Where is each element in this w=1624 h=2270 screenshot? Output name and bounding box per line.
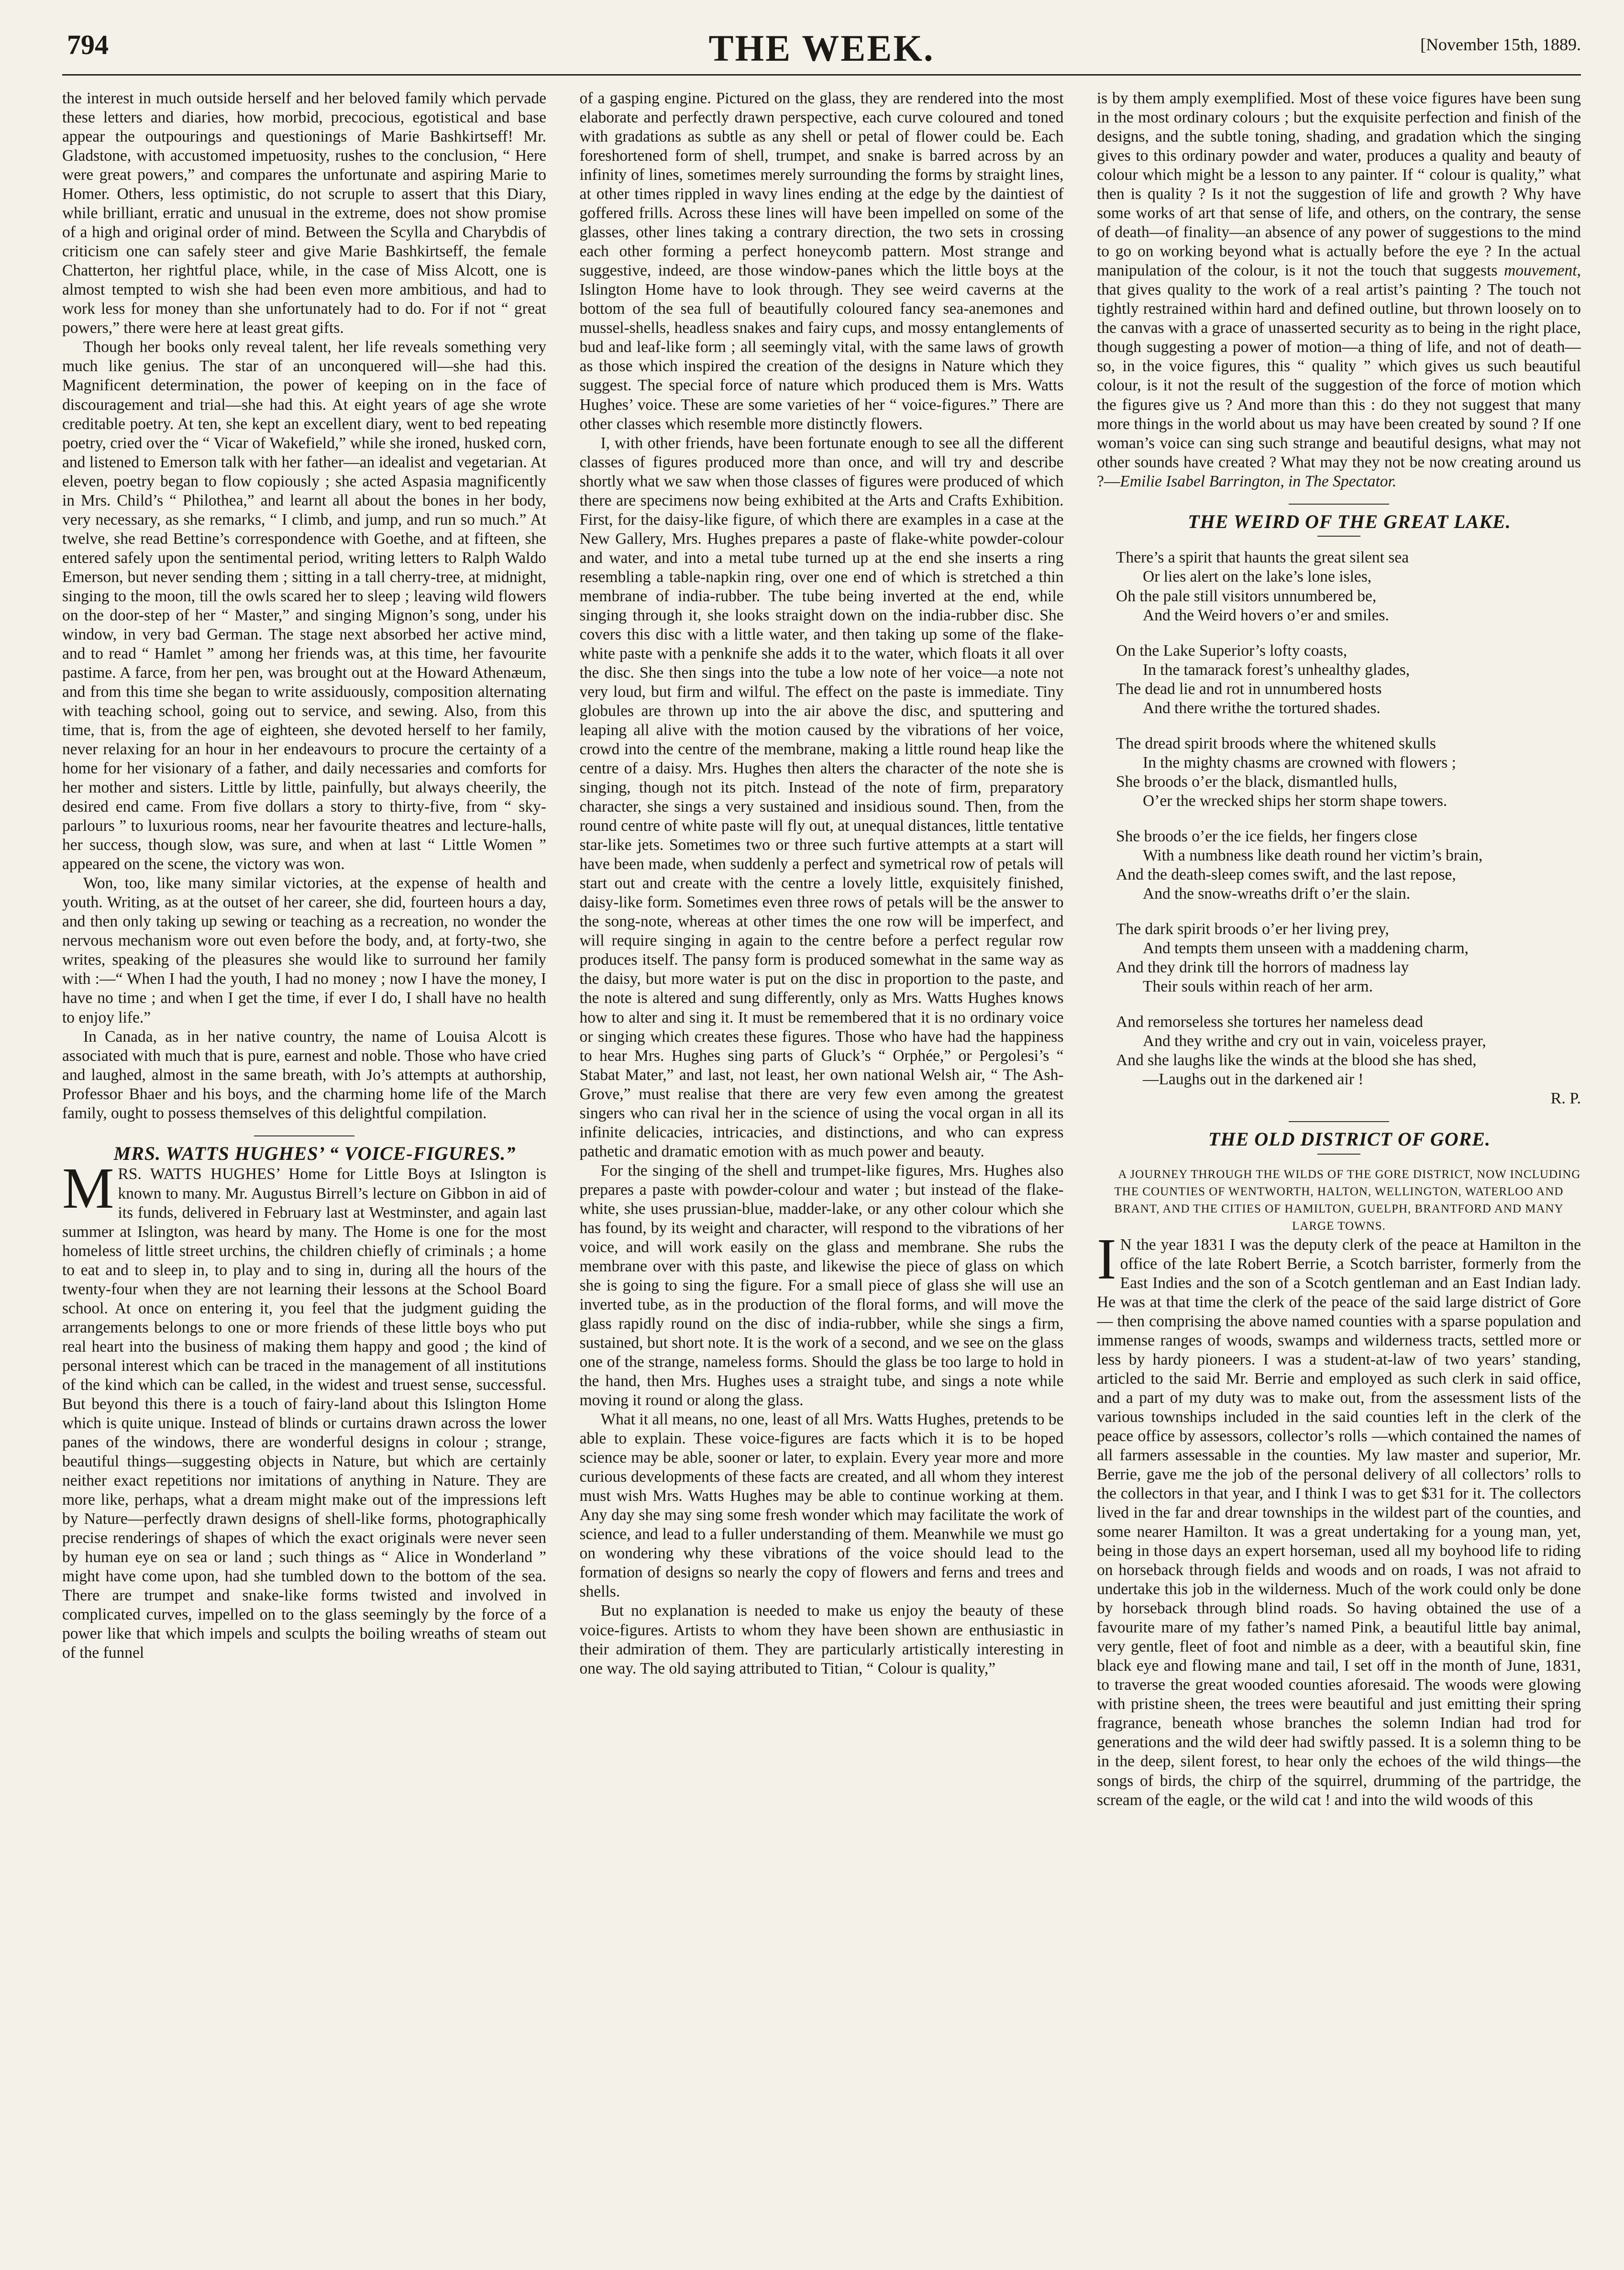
- poem-line: And the Weird hovers o’er and smiles.: [1143, 606, 1389, 624]
- column-1: [62, 89, 546, 2270]
- poem-line: In the tamarack forest’s unhealthy glades,: [1143, 661, 1410, 679]
- closing-text-a: is by them amply exemplified. Most of these voice figures have been sung in the most ordinary colours ; but the exquisite perfection and finish of the designs, and the subtle toning, shading, and gradation which the singing gives to this ordinary powder and water, produces a quality and beauty of colour which might be a lesson to any painter. If “ colour is quality,” what then is quality ? Is it not the suggestion of life and growth ? Why have some works of art that sense of life, and others, on the contrary, the sense of death—of finality—an absence of any power of suggestions to the mind to go on working beyond what is actually before the eye ? In the actual manipulation of the colour, is it not the touch that suggests: [1097, 89, 1581, 280]
- poem-line: And they drink till the horrors of madness lay: [1116, 959, 1409, 977]
- article-title-voice-figures: MRS. WATTS HUGHES’ “ VOICE-FIGURES.”: [113, 1142, 516, 1164]
- section-divider: [254, 1135, 354, 1136]
- poem-line: And she laughs like the winds at the blood she has shed,: [1116, 1051, 1477, 1069]
- alcott-paragraph: the interest in much outside herself and her beloved family which pervade these letters and diaries, how morbid, precocious, egotistical and base appear the outpourings and questionings of Marie Bashkirtseff! Mr. Gladstone, with accustomed impetuosity, rushes to the conclusion, “ Here were great powers,” and compares the unfortunate and aspiring Marie to Homer. Others, less optimistic, do not scruple to assert that this Diary, while brilliant, erratic and unusual in the extreme, does not show promise of a high and original order of mind. Between the Scylla and Charybdis of criticism one can safely steer and give Marie Bashkirtseff, the female Chatterton, her rightful place, while, in the case of Miss Alcott, one is almost tempted to wish she had been even more ambitious, and had to work less for money than she unfortunately had to do. For if not “ great powers,” there were here at least great gifts.: [62, 89, 546, 337]
- poem-line: Oh the pale still visitors unnumbered be,: [1116, 587, 1377, 605]
- alcott-paragraph: In Canada, as in her native country, the name of Louisa Alcott is associated with much that is pure, earnest and noble. Those who have cried and laughed, almost in the same breath, with Jo’s attempts at authorship, Professor Bhaer and his boys, and the charming home life of the March family, ought to possess themselves of this delightful compilation.: [62, 1027, 546, 1122]
- poem-line: O’er the wrecked ships her storm shape towers.: [1143, 792, 1447, 810]
- alcott-paragraph: Won, too, like many similar victories, at the expense of health and youth. Writing, as at the outset of her career, she did, fourteen hours a day, and then only taking up sewing or teaching as a recreation, no wonder the nervous mechanism wore out even before the body, and, at forty-two, she writes, speaking of the pleasures she would like to surround her family with :—“ When I had the youth, I had no money ; now I have the money, I have no time ; and when I get the time, if ever I do, I shall have no health to enjoy life.”: [62, 874, 546, 1026]
- poem-stanza: [1116, 827, 1581, 904]
- voice-figures-paragraph: What it all means, no one, least of all Mrs. Watts Hughes, pretends to be able to explain. These voice-figures are facts which it is to be hoped science may be able, sooner or later, to explain. Every year more and more curious developments of these facts are created, and all whom they interest must wish Mrs. Watts Hughes may be able to continue working at them. Any day she may sing some fresh wonder which may facilitate the work of science, and lead to a fuller understanding of them. Meanwhile we must go on wondering why these vibrations of the voice should lead to the formation of designs so nearly the copy of flowers and ferns and trees and shells.: [579, 1410, 1064, 1601]
- issue-date: [November 15th, 1889.: [1420, 35, 1581, 54]
- poem-line: With a numbness like death round her victim’s brain,: [1143, 846, 1483, 864]
- poem-stanza: [1116, 1013, 1581, 1089]
- poem-stanza: [1116, 641, 1581, 718]
- voice-figures-paragraph: of a gasping engine. Pictured on the glass, they are rendered into the most elaborate and perfectly drawn perspective, each curve coloured and toned with gradations as subtle as any shell or petal of flower could be. Each foreshortened form of shell, trumpet, and snake is barred across by an infinity of lines, sometimes merely surrounding the forms by straight lines, at other times rippled in wavy lines ending at the edge by the daintiest of goffered frills. Across these lines will have been impelled on some of the glasses, other lines taking a contrary direction, the two sets in crossing each other forming a perfect honeycomb pattern. Most strange and suggestive, indeed, are those window-panes which the little boys at the Islington Home have to look through. They see weird caverns at the bottom of the sea full of beautifully coloured fancy sea-anemones and mussel-shells, headless snakes and fairy cups, and mossy entanglements of bud and leaf-like form ; all seemingly vital, with the same laws of growth as those which inspired the creation of the designs in Nature which they suggest. The special force of nature which produced them is Mrs. Watts Hughes’ voice. These are some varieties of her “ voice-figures.” There are other classes which resemble more distinctly flowers.: [579, 89, 1064, 433]
- title-rule: [1317, 536, 1360, 537]
- poem-line: She broods o’er the ice fields, her fingers close: [1116, 827, 1417, 845]
- gore-text: N the year 1831 I was the deputy clerk of the peace at Hamilton in the office of the late Robert Berrie, a Scotch barrister, formerly from the East Indies and the son of a Scotch gentleman and an East Indian lady. He was at that time the clerk of the peace of the said large district of Gore — then comprising the above named counties with a sparse population and immense ranges of woods, swamps and wilderness tracts, settled more or less by hardy pioneers. I was a student-at-law of two years’ standing, articled to the said Mr. Berrie and employed as such clerk in said office, and a part of my duty was to make out, from the assessment lists of the various townships included in the said counties left in the clerk of the peace office by assessors, collector’s rolls —which contained the names of all farmers assessable in the counties. My law master and superior, Mr. Berrie, gave me the job of the personal delivery of all collectors’ rolls to the collectors in that year, and I think I was to get $31 for it. The collectors lived in the far and drear townships in the wildest part of the counties, and some nearer Hamilton. It was a great undertaking for a young man, yet, being in those days an expert horseman, used all my boyhood life to riding on horseback through fields and woods and on roads, I was not afraid to undertake this job in the wilderness. Much of the work could only be done by horseback through blind roads. So having obtained the use of a favourite mare of my father’s named Pink, a beautiful little bay animal, very gentle, fleet of foot and nimble as a deer, with a beautiful skin, fine black eye and flowing mane and tail, I set off in the month of June, 1831, to traverse the great wooded counties aforesaid. The woods were glowing with pristine sheen, the trees were beautiful and just emitting their spring fragrance, beneath whose branches the solemn Indian had trod for generations and the wild deer had swiftly passed. It is a solemn thing to be in the deep, silent forest, to hear only the echoes of the wild things—the songs of birds, the chirp of the squirrel, drumming of the partridge, the scream of the eagle, or the wild cat ! and into the wild woods of this: [1097, 1235, 1581, 1809]
- article-title-gore: THE OLD DISTRICT OF GORE.: [1208, 1128, 1491, 1150]
- drop-cap: I: [1097, 1226, 1116, 1291]
- voice-figures-opening: [62, 1156, 546, 1663]
- poem: [1116, 548, 1581, 1089]
- poem-line: And remorseless she tortures her nameless dead: [1116, 1013, 1423, 1031]
- voice-figures-paragraph: For the singing of the shell and trumpet-like figures, Mrs. Hughes also prepares a paste with powder-colour and water ; but instead of the flake-white, she uses prussian-blue, madder-lake, or any other colour which she has found, by its weight and character, will respond to the vibrations of her voice, and will work easily on the glass and membrane. She rubs the membrane over with this paste, and likewise the piece of glass on which she is going to sing the figure. For a small piece of glass she will use an inverted tube, as in the production of the floral forms, and will move the glass rapidly round on the disc of india-rubber, while she sings a firm, sustained, but short note. It is the work of a second, and we see on the glass one of the strange, nameless forms. Should the glass be too large to hold in the hand, then Mrs. Hughes uses a straight tube, and sings a note while moving it round or along the glass.: [579, 1161, 1064, 1410]
- gore-opening: [1097, 1226, 1581, 1810]
- poem-line: Or lies alert on the lake’s lone isles,: [1143, 568, 1372, 586]
- poem-signature: R. P.: [1550, 1090, 1581, 1108]
- poem-stanza: [1116, 734, 1581, 811]
- voice-figures-closing: [1097, 89, 1581, 491]
- poem-line: There’s a spirit that haunts the great silent sea: [1116, 549, 1409, 567]
- closing-emphasis: mouvement: [1504, 262, 1577, 280]
- column-2: [580, 89, 1064, 2270]
- poem-title: THE WEIRD OF THE GREAT LAKE.: [1188, 510, 1511, 532]
- poem-line: And there writhe the tortured shades.: [1143, 699, 1381, 717]
- voice-figures-text: RS. WATTS HUGHES’ Home for Little Boys at Islington is known to many. Mr. Augustus Birrell’s lecture on Gibbon in aid of its funds, delivered in February last at Westminster, and again last summer at Islington, was heard by many. The Home is one for the most homeless of little street urchins, the children chiefly of criminals ; a home to eat and to sleep in, to play and to sing in, during all the hours of the twenty-four when they are not learning their lessons at the School Board school. At once on entering it, you feel that the judgment guiding the arrangements belongs to one or more friends of these little boys who put real heart into the business of making them happy and good ; the kind of personal interest which can be traced in the management of all institutions of the kind which can be called, in the widest and truest sense, successful. But beyond this there is a touch of fairy-land about this Islington Home which is quite unique. Instead of blinds or curtains drawn across the lower panes of the windows, there are wonderful designs in colour ; strange, beautiful things—suggesting objects in Nature, but which are certainly neither exact repetitions nor imitations of anything in Nature. They are more like, perhaps, what a dream might make out of the impressions left by Nature—perfectly drawn designs of shell-like forms, photographically precise renderings of shapes of which the exact originals were never seen by human eye on sea or land ; such things as “ Alice in Wonderland ” might have come upon, had she tumbled down to the bottom of the sea. There are trumpet and snake-like forms twisted and involved in complicated curves, impelled on to the glass seemingly by the force of a power like that which impels and sculpts the boiling wreaths of steam out of the funnel: [62, 1165, 546, 1662]
- poem-line: The dead lie and rot in unnumbered hosts: [1116, 680, 1382, 698]
- page-number: 794: [67, 29, 109, 60]
- poem-line: —Laughs out in the darkened air !: [1143, 1070, 1364, 1089]
- title-rule: [1317, 1154, 1360, 1155]
- poem-line: And they writhe and cry out in vain, voiceless prayer,: [1143, 1032, 1486, 1050]
- poem-line: And the snow-wreaths drift o’er the slain.: [1143, 884, 1411, 903]
- section-divider: [1289, 504, 1389, 505]
- masthead: THE WEEK.: [708, 27, 935, 69]
- poem-line: The dread spirit broods where the whitened skulls: [1116, 734, 1436, 752]
- drop-cap: M: [62, 1156, 114, 1221]
- poem-line: On the Lake Superior’s lofty coasts,: [1116, 641, 1348, 660]
- poem-line: In the mighty chasms are crowned with flowers ;: [1143, 753, 1456, 771]
- poem-stanza: [1116, 548, 1581, 625]
- poem-line: She broods o’er the black, dismantled hulls,: [1116, 772, 1398, 791]
- page-header: [62, 29, 1581, 76]
- section-divider: [1289, 1121, 1389, 1122]
- poem-line: And tempts them unseen with a maddening charm,: [1143, 939, 1469, 957]
- voice-figures-paragraph: But no explanation is needed to make us enjoy the beauty of these voice-figures. Artists to whom they have been shown are enthusiastic in their admiration of them. They are particularly artistically interesting in one way. The old saying attributed to Titian, “ Colour is quality,”: [579, 1602, 1064, 1677]
- closing-text-b: , that gives quality to the work of a real artist’s painting ? The touch not tightly restrained within hard and defined outline, but thrown loosely on to the canvas with a grace of unasserted security as to being in the right place, though suggesting a power of motion—a thing of life, and not of death—so, in the voice figures, this “ quality ” which gives us such beautiful colour, is it not the result of the suggestion of the force of motion which the figures give us ? And more than this : do they not suggest that many more things in the world about us may have been created by sound ? If one woman’s voice can sing such strange and beautiful designs, what may not other sounds have created ? What may they not be now creating around us ?—: [1097, 262, 1581, 490]
- article-attribution: Emilie Isabel Barrington, in The Spectator.: [1120, 472, 1397, 490]
- columns: [62, 89, 1581, 2270]
- poem-stanza: [1116, 920, 1581, 996]
- poem-line: The dark spirit broods o’er her living prey,: [1116, 920, 1389, 938]
- gore-subtitle: A JOURNEY THROUGH THE WILDS OF THE GORE DISTRICT, NOW INCLUDING THE COUNTIES OF WENTWORTH, HALTON, WELLINGTON, WATERLOO AND BRANT, AND THE CITIES OF HAMILTON, GUELPH, BRANTFORD AND MANY LARGE TOWNS.: [1114, 1168, 1581, 1233]
- alcott-paragraph: Though her books only reveal talent, her life reveals something very much like genius. The star of an unconquered will—she had this. Magnificent determination, the power of keeping on in the face of discouragement and trial—she had this. At eight years of age she wrote creditable poetry. At ten, she kept an excellent diary, went to bed repeating poetry, cried over the “ Vicar of Wakefield,” while she ironed, husked corn, and listened to Emerson talk with her father—an idealist and vegetarian. At eleven, poetry began to flow copiously ; she acted Aspasia magnificently in Mrs. Child’s “ Philothea,” and learnt all about the bones in her body, very necessary, as she remarks, “ I climb, and jump, and run so much.” At twelve, she read Bettine’s correspondence with Goethe, and at fifteen, she entered safely upon the sentimental period, writing letters to Ralph Waldo Emerson, but never sending them ; sitting in a tall cherry-tree, at midnight, singing to the moon, till the owls scared her to sleep ; leaving wild flowers on the door-step of her “ Master,” and singing Mignon’s song, under his window, in very bad German. The stage next absorbed her active mind, and to read “ Hamlet ” among her friends was, at this time, her favourite pastime. A farce, from her pen, was brought out at the Howard Athenæum, and from this time she began to write assiduously, composition alternating with teaching school, going out to service, and sewing. Also, from this time, that is, from the age of eighteen, she devoted herself to her family, never relaxing for an hour in her endeavours to procure the certainty of a home for her visionary of a father, and daily necessaries and comforts for her mother and sisters. Little by little, painfully, but always cheerily, the desired end came. From five dollars a story to thirty-five, from “ sky-parlours ” to luxurious rooms, near her favourite theatres and lecture-halls, her success, though slow, was sure, and when at last “ Little Women ” appeared on the scene, the victory was won.: [62, 338, 546, 873]
- column-3: [1097, 89, 1581, 2270]
- poem-line: Their souls within reach of her arm.: [1143, 978, 1373, 996]
- voice-figures-paragraph: I, with other friends, have been fortunate enough to see all the different classes of figures produced more than once, and will try and describe shortly what we saw when those classes of figures were produced of which there are specimens now being exhibited at the Arts and Crafts Exhibition. First, for the daisy-like figure, of which there are examples in a case at the New Gallery, Mrs. Hughes prepares a paste of flake-white powder-colour and water, and into a metal tube turned up at the end she inserts a ring resembling a table-napkin ring, over one end of which is stretched a thin membrane of india-rubber. The tube being inverted at the end, while singing through it, she looks straight down on the india-rubber disc. She covers this disc with a little water, and then taking up some of the flake-white paste with a penknife she adds it to the water, which floats it all over the disc. She then sings into the tube a low note of her voice—a note not very loud, but firm and wilful. The effect on the paste is immediate. Tiny globules are thrown up into the air above the disc, and sputtering and leaping all alive with the motion caused by the vibrations of her voice, crowd into the centre of the membrane, making a little round heap like the centre of a daisy. Mrs. Hughes then alters the character of the note she is singing, though not its pitch. Instead of the note of firm, preparatory character, she sings a very sustained and insidious sound. Then, from the round centre of white paste will fly out, at unequal distances, little tentative star-like jets. Sometimes two or three such furtive attempts at a start will have been made, when suddenly a perfect and symetrical row of petals will start out and create with the centre a lovely little, exquisitely finished, daisy-like form. Sometimes even three rows of petals will be the answer to the song-note, whereas at other times the one row will be imperfect, and will require singing in again to the centre before a perfect regular row produces itself. The pansy form is produced somewhat in the same way as the daisy, but more water is put on the disc in proportion to the paste, and the note is altered and sung differently, only as Mrs. Watts Hughes knows how to alter and sing it. It must be remembered that it is no ordinary voice or singing which creates these figures. Those who have had the happiness to hear Mrs. Hughes sing parts of Gluck’s “ Orphée,” or Pergolesi’s “ Stabat Mater,” and last, not least, her own national Welsh air, “ The Ash-Grove,” must realise that there are very few even among the greatest singers who can rival her in the science of using the vocal organ in all its infinite delicacies, intricacies, and distinctions, and who can express pathetic and dramatic emotion with as much power and beauty.: [579, 434, 1064, 1160]
- poem-line: And the death-sleep comes swift, and the last repose,: [1116, 865, 1456, 883]
